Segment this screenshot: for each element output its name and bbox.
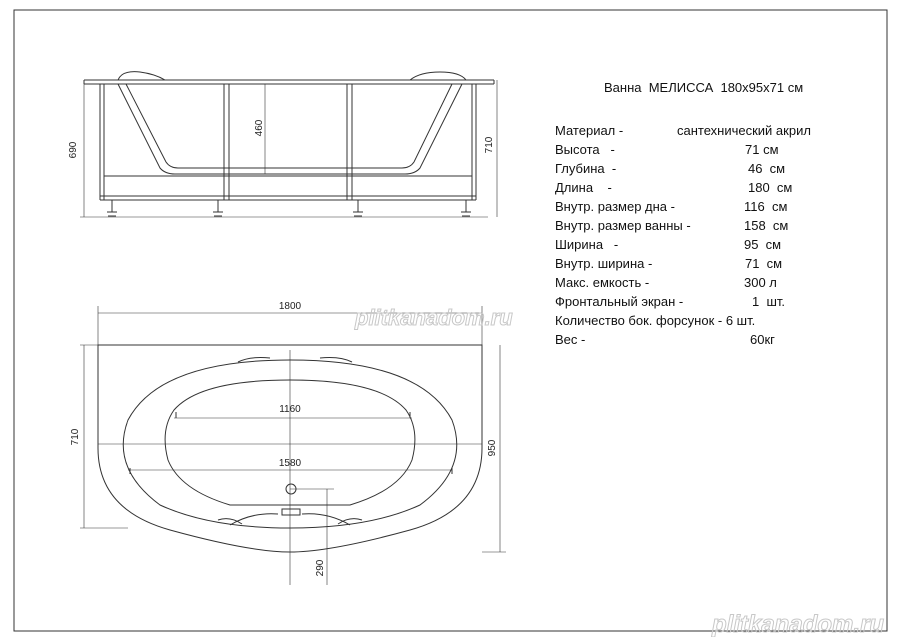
- side-dim-total-height: 690: [68, 141, 79, 159]
- spec-label-inner-length: Внутр. размер ванны -: [555, 218, 691, 233]
- side-dim-height: 710: [484, 136, 495, 154]
- spec-value-depth: 46 см: [748, 161, 786, 176]
- side-view: [80, 72, 497, 217]
- product-title: Ванна МЕЛИССА 180x95x71 см: [604, 80, 804, 95]
- spec-value-length: 180 см: [748, 180, 793, 195]
- spec-value-height: 71 см: [745, 142, 779, 157]
- top-dim-inner-width: 710: [70, 428, 81, 446]
- top-dim-length: 1800: [278, 301, 302, 312]
- spec-value-front-panel: 1 шт.: [752, 294, 786, 309]
- spec-label-inner-width: Внутр. ширина -: [555, 256, 653, 271]
- spec-label-width: Ширина -: [555, 237, 619, 252]
- spec-value-inner-width: 71 см: [745, 256, 783, 271]
- spec-label-capacity: Макс. емкость -: [555, 275, 650, 290]
- spec-label-inner-bottom: Внутр. размер дна -: [555, 199, 675, 214]
- spec-label-weight: Вес -: [555, 332, 586, 347]
- spec-label-material: Материал -: [555, 123, 624, 138]
- adjustable-feet: [107, 200, 471, 216]
- spec-value-width: 95 см: [744, 237, 782, 252]
- top-dim-inner-length: 1580: [278, 458, 302, 469]
- spec-value-capacity: 300 л: [744, 275, 777, 290]
- top-dim-inner-bottom: 1160: [279, 404, 301, 415]
- top-view: [80, 306, 506, 585]
- side-dim-depth: 460: [254, 119, 265, 137]
- top-dim-offset: 290: [315, 559, 326, 577]
- spec-label-depth: Глубина -: [555, 161, 617, 176]
- spec-value-inner-length: 158 см: [744, 218, 789, 233]
- spec-value-material: сантехнический акрил: [677, 123, 811, 138]
- spec-label-length: Длина -: [555, 180, 612, 195]
- spec-label-front-panel: Фронтальный экран -: [555, 294, 684, 309]
- watermark-corner: plitkanadom.ru: [712, 611, 885, 637]
- spec-value-weight: 60кг: [750, 332, 775, 347]
- top-dim-width: 950: [487, 439, 498, 457]
- spec-label-height: Высота -: [555, 142, 615, 157]
- spec-value-inner-bottom: 116 см: [744, 199, 788, 214]
- watermark-center: plitkanadom.ru: [355, 305, 513, 330]
- spec-label-side-jets: Количество бок. форсунок - 6 шт.: [555, 313, 756, 328]
